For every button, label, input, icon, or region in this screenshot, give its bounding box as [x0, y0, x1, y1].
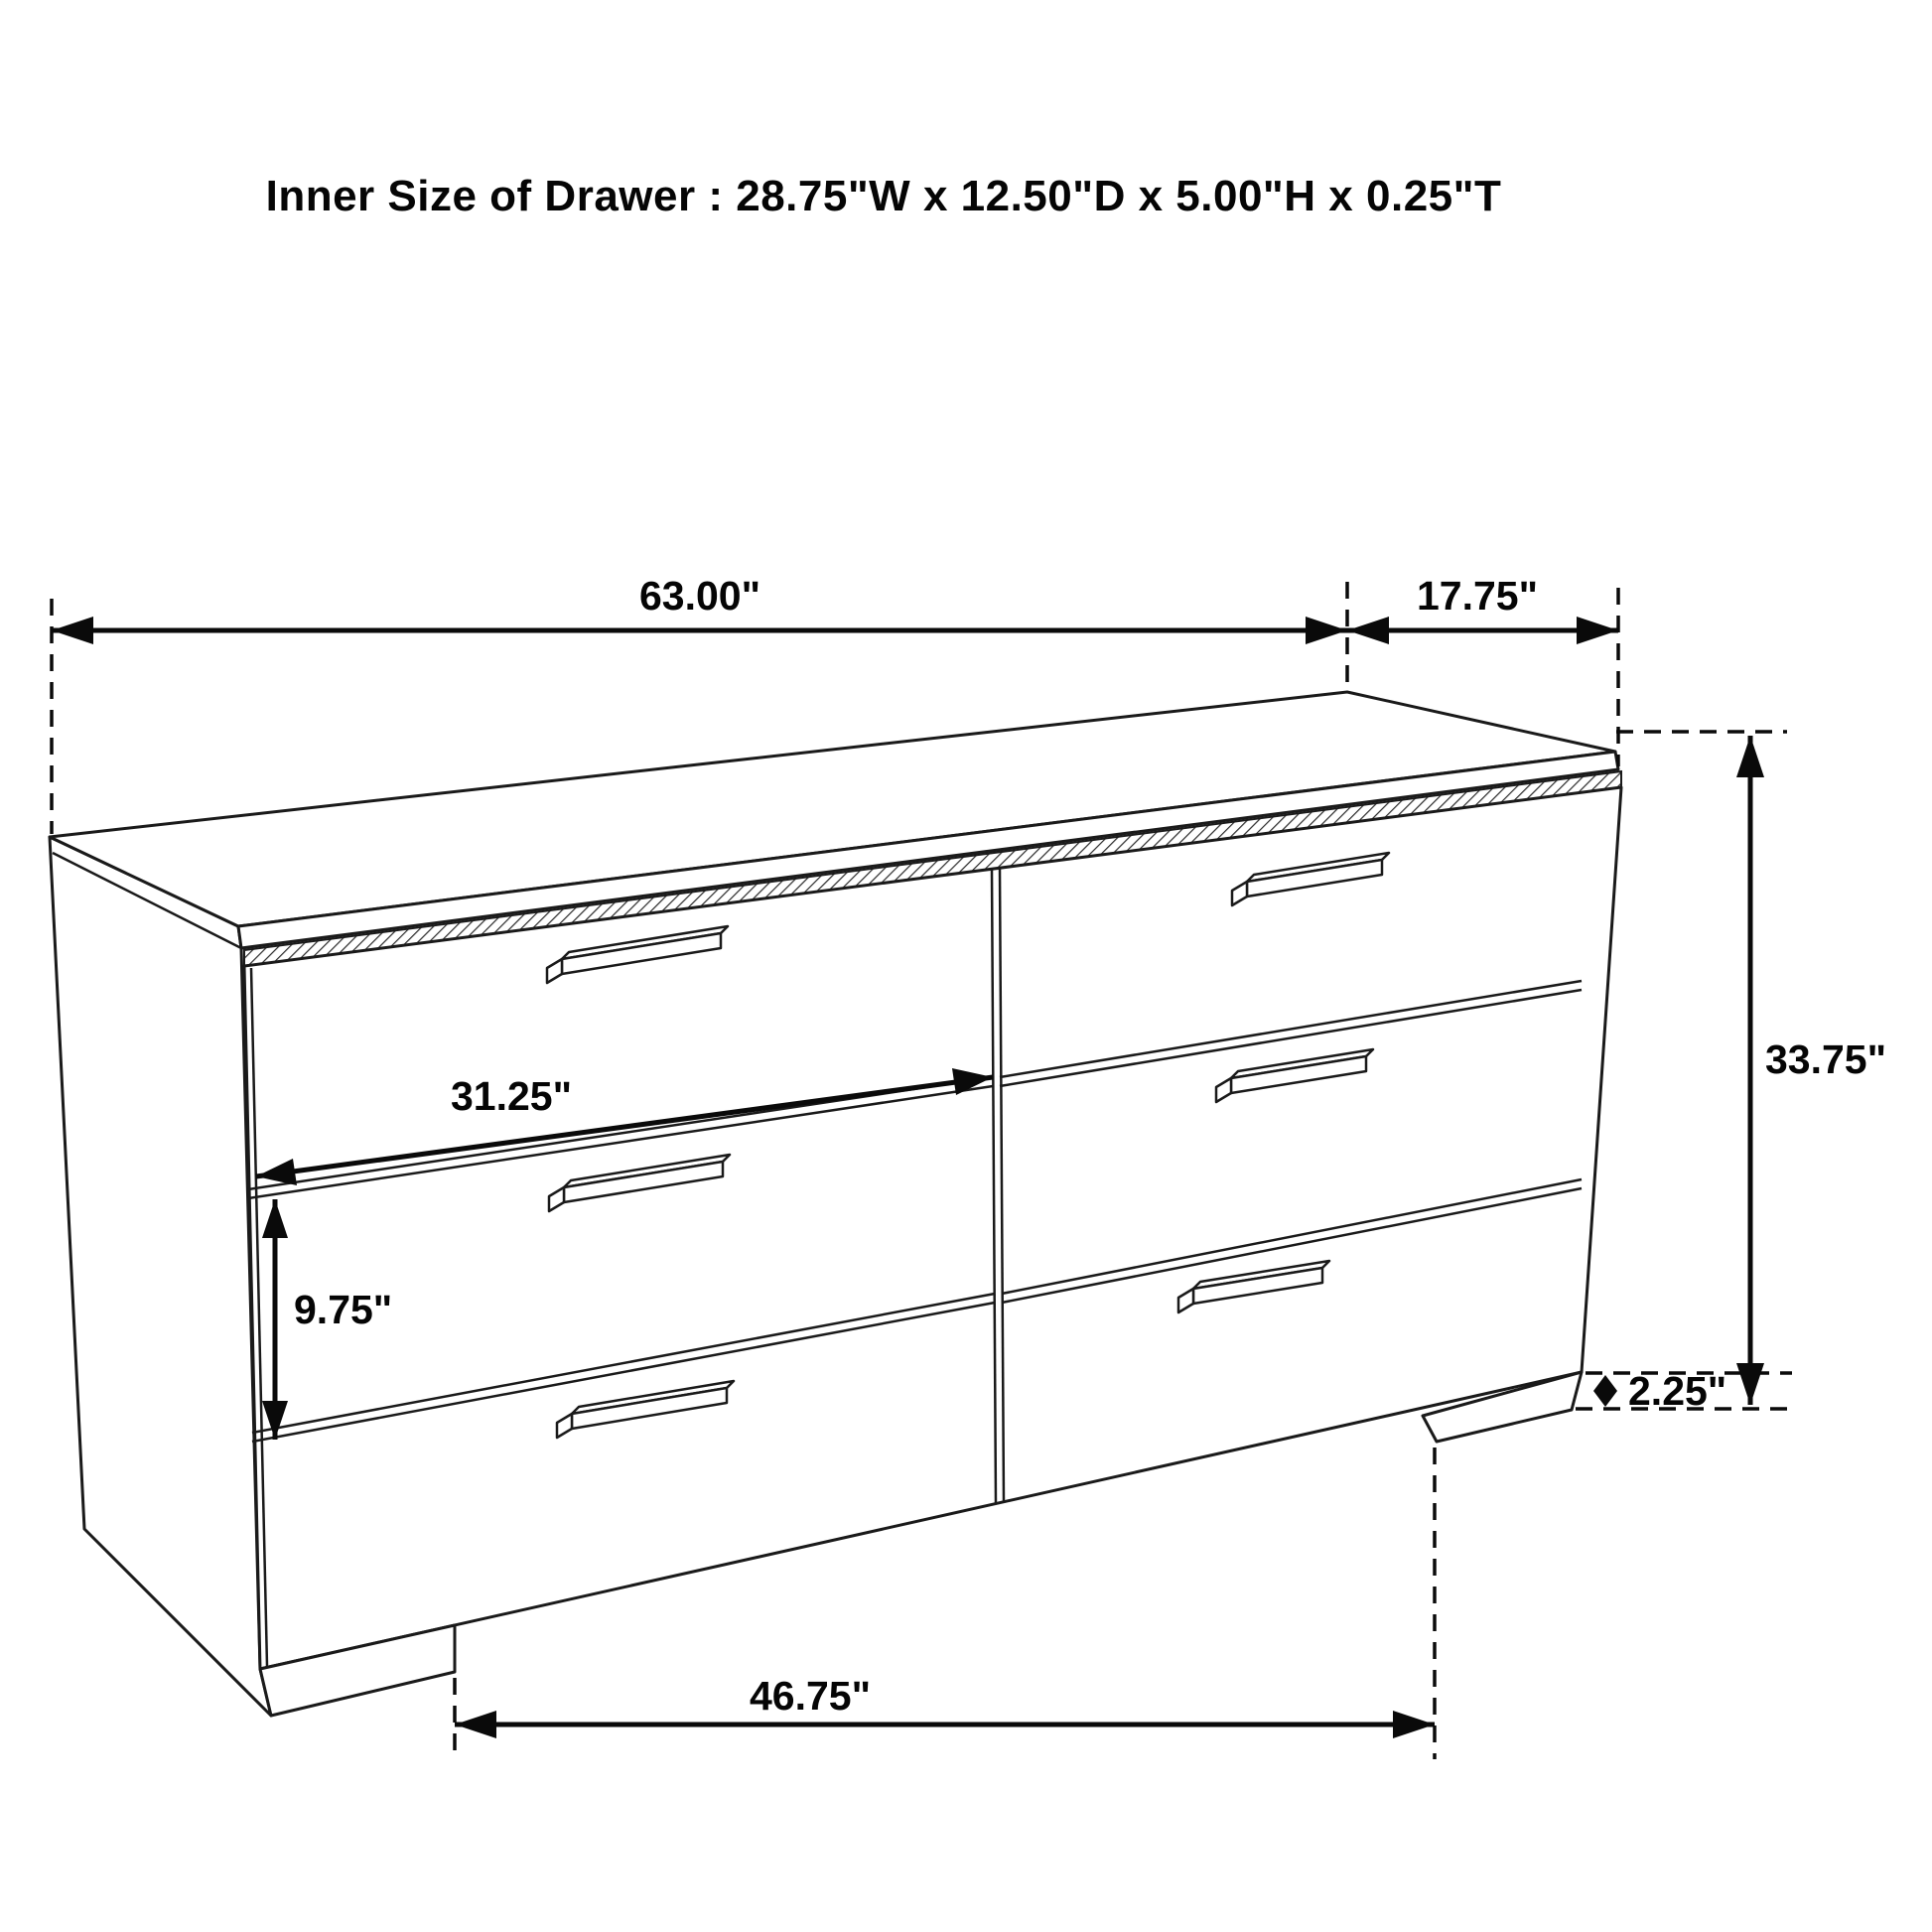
dim-label-drawer-width: 31.25" [450, 1073, 573, 1119]
dim-label-overall-width: 63.00" [638, 573, 761, 619]
dim-label-depth: 17.75" [1416, 573, 1539, 619]
dim-label-base-span: 46.75" [749, 1673, 872, 1719]
dim-label-height: 33.75" [1765, 1036, 1887, 1082]
dim-label-drawer-height: 9.75" [294, 1287, 393, 1332]
dresser-left-side-panel [50, 837, 271, 1716]
dresser-drawing [50, 692, 1621, 1716]
dim-label-leg-height: 2.25" [1628, 1368, 1727, 1414]
diagram-title: Inner Size of Drawer : 28.75"W x 12.50"D x 5.00"H x 0.25"T [265, 172, 1502, 220]
